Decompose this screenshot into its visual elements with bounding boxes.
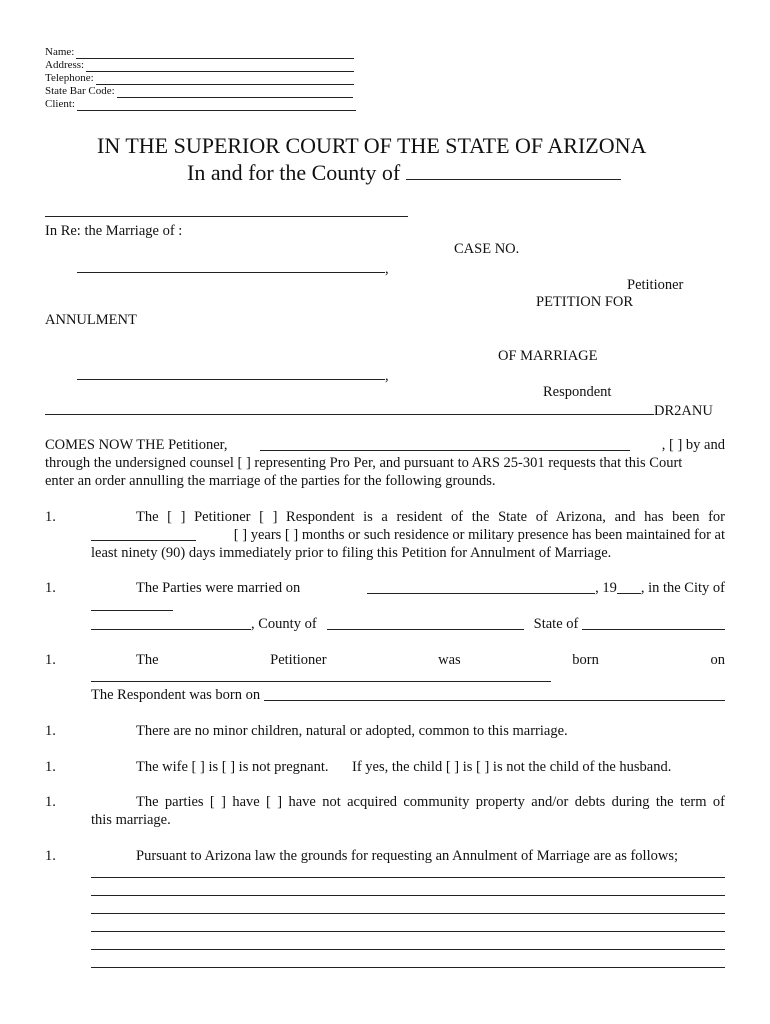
client-label: Client: (45, 98, 75, 110)
name-field[interactable] (76, 48, 354, 59)
intro-line1 (45, 436, 725, 454)
county-field[interactable] (406, 159, 621, 180)
caption-top-line (45, 216, 408, 217)
p1-line2: [ ] years [ ] months or such residence or military presence has been maintained for at (233, 527, 725, 543)
p2-state-group (534, 615, 725, 633)
petitioner-birth-field[interactable] (91, 681, 551, 682)
p2-date-group (367, 579, 725, 597)
of-marriage-label: OF MARRIAGE (498, 348, 598, 364)
address-row (45, 59, 356, 72)
marriage-date-field[interactable] (367, 579, 595, 594)
marriage-year-field[interactable] (617, 579, 641, 594)
petitioner-intro-field[interactable] (260, 436, 630, 451)
case-no-label: CASE NO. (454, 241, 520, 257)
item-number: 1. (45, 759, 56, 775)
intro-line2: through the undersigned counsel [ ] representing Pro Per, and pursuant to ARS 25-301 requests that this Court (45, 455, 683, 471)
p2-city-label: , in the City of (640, 580, 725, 596)
form-code-row (45, 400, 713, 420)
name-label: Name: (45, 46, 75, 58)
petition-for-label: PETITION FOR (536, 294, 634, 310)
p6-line2: this marriage. (91, 812, 171, 828)
p3-was: was (438, 652, 461, 668)
intro-line3: enter an order annulling the marriage of the parties for the following grounds. (45, 473, 496, 489)
grounds-line-3[interactable] (91, 913, 725, 914)
respondent-name-field[interactable] (77, 365, 385, 380)
petitioner-comma: , (385, 261, 389, 277)
item-number: 1. (45, 848, 56, 864)
p3-on: on (710, 652, 725, 668)
p4-text: There are no minor children, natural or adopted, common to this marriage. (136, 723, 568, 739)
item-number: 1. (45, 794, 56, 810)
grounds-line-1[interactable] (91, 877, 725, 878)
intro-part2: , [ ] by and (661, 437, 725, 453)
address-label: Address: (45, 59, 85, 71)
intro-part1: COMES NOW THE Petitioner, (45, 437, 228, 453)
form-code: DR2ANU (654, 403, 713, 419)
p5-a: The wife [ ] is [ ] is not pregnant. (136, 759, 329, 775)
p1-line1: The [ ] Petitioner [ ] Respondent is a resident of the State of Arizona, and has been for (136, 509, 725, 525)
petitioner-name-row (77, 258, 389, 278)
p3-the: The (136, 652, 159, 668)
p2-year-label: , 19 (595, 580, 617, 596)
grounds-line-4[interactable] (91, 931, 725, 932)
p3-petitioner: Petitioner (270, 652, 327, 668)
telephone-row (45, 72, 356, 85)
grounds-line-2[interactable] (91, 895, 725, 896)
p2-line1 (136, 579, 725, 597)
p1-line2-row (91, 526, 725, 544)
p3-resp-label: The Respondent was born on (91, 687, 261, 703)
p2-county-label: , County of (251, 616, 317, 632)
address-field[interactable] (86, 61, 354, 72)
item-number: 1. (45, 580, 56, 596)
client-row (45, 98, 356, 111)
p2-line3 (91, 615, 725, 633)
p3-resp-row (91, 686, 725, 704)
petitioner-name-field[interactable] (77, 258, 385, 273)
residence-duration-field[interactable] (91, 526, 196, 541)
p3-born: born (572, 652, 599, 668)
p7-text: Pursuant to Arizona law the grounds for requesting an Annulment of Marriage are as follows; (136, 848, 679, 864)
item-number: 1. (45, 723, 56, 739)
grounds-line-6[interactable] (91, 967, 725, 968)
county-of-marriage-field[interactable] (91, 615, 251, 630)
telephone-field[interactable] (96, 74, 354, 85)
telephone-label: Telephone: (45, 72, 94, 84)
name-row (45, 46, 356, 59)
p6-line1: The parties [ ] have [ ] have not acquired community property and/or debts during the term of (136, 794, 725, 810)
attorney-info (45, 46, 356, 111)
county-title-label: In and for the County of (187, 160, 401, 185)
respondent-birth-field[interactable] (264, 686, 725, 701)
in-re-label: In Re: the Marriage of : (45, 223, 183, 239)
state-bar-label: State Bar Code: (45, 85, 115, 97)
respondent-label: Respondent (543, 384, 612, 400)
respondent-name-row (77, 365, 389, 385)
p2-married-label: The Parties were married on (136, 580, 301, 596)
county-name-field[interactable] (327, 615, 524, 630)
petitioner-label: Petitioner (627, 277, 684, 293)
grounds-line-5[interactable] (91, 949, 725, 950)
p2-county-group (91, 615, 317, 633)
item-number: 1. (45, 509, 56, 525)
item-number: 1. (45, 652, 56, 668)
state-bar-field[interactable] (117, 87, 353, 98)
p1-line3: least ninety (90) days immediately prior to filing this Petition for Annulment of Marriage. (91, 545, 612, 561)
p3-line1 (136, 651, 725, 669)
caption-bottom-line (45, 400, 654, 415)
client-field[interactable] (77, 100, 356, 111)
county-title (187, 159, 621, 186)
city-field[interactable] (91, 610, 173, 611)
p5-b: If yes, the child [ ] is [ ] is not the child of the husband. (352, 759, 672, 775)
annulment-label: ANNULMENT (45, 312, 137, 328)
state-bar-row (45, 85, 356, 98)
state-field[interactable] (582, 615, 725, 630)
respondent-comma: , (385, 368, 389, 384)
p2-state-label: State of (533, 616, 579, 632)
court-title: IN THE SUPERIOR COURT OF THE STATE OF ARIZONA (97, 133, 647, 158)
